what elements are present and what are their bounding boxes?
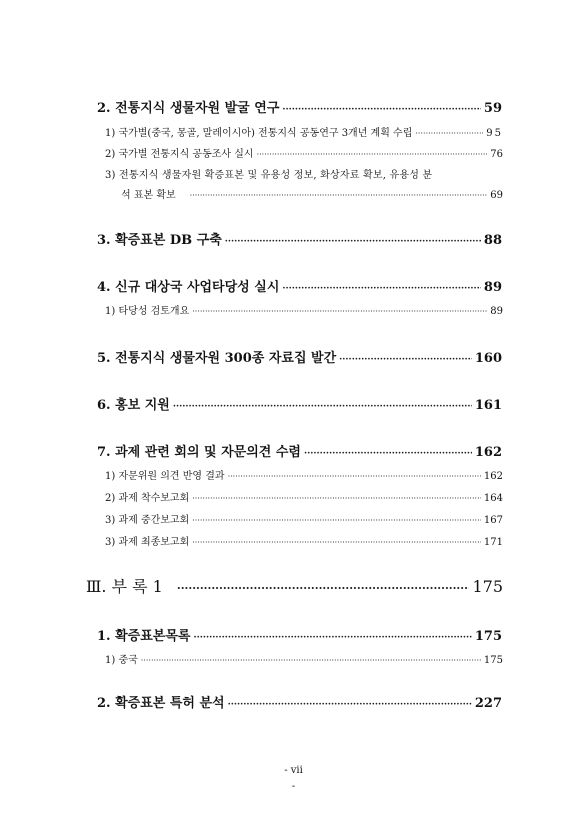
toc-page-number: 95 — [486, 128, 503, 139]
toc-page-number: 162 — [474, 445, 502, 460]
toc-page-number: 171 — [483, 537, 503, 548]
toc-entry-section-2-1[interactable] — [105, 124, 503, 139]
toc-entry-section-4[interactable] — [97, 276, 502, 295]
toc-page-number: 89 — [490, 306, 503, 317]
toc-entry-section-7-3[interactable] — [105, 511, 503, 526]
toc-entry-appendix-2[interactable] — [97, 692, 502, 711]
leader-dots — [177, 582, 470, 595]
toc-entry-label: 1) 국가별(중국, 몽골, 말레이시아) 전통지식 공동연구 3개년 계획 수립 — [105, 128, 413, 139]
leader-dots — [141, 656, 481, 665]
toc-page-number: 161 — [474, 398, 502, 413]
toc-page-number: 160 — [474, 351, 502, 366]
leader-dots — [225, 237, 481, 247]
toc-entry-section-2-3-line1[interactable]: 3) 전통지식 생물자원 확증표본 및 유용성 정보, 화상자료 확보, 유용성 분 — [105, 170, 433, 181]
toc-page-number: 175 — [474, 629, 502, 644]
toc-entry-section-2[interactable] — [97, 97, 502, 116]
toc-entry-label: 5. 전통지식 생물자원 300종 자료집 발간 — [97, 351, 337, 366]
leader-dots — [282, 284, 481, 294]
footer-dash: - — [291, 781, 296, 792]
leader-dots — [192, 538, 481, 547]
toc-entry-appendix-1[interactable] — [97, 625, 502, 644]
toc-entry-label: 3. 확증표본 DB 구축 — [97, 233, 222, 248]
toc-page-number: 69 — [490, 190, 503, 201]
toc-entry-label: 3) 과제 최종보고회 — [105, 537, 190, 548]
toc-entry-section-3[interactable] — [97, 229, 502, 248]
toc-entry-part-3[interactable] — [86, 574, 503, 597]
toc-page-number: 175 — [483, 655, 503, 666]
leader-dots — [192, 307, 487, 316]
toc-entry-section-7[interactable] — [97, 441, 502, 460]
leader-dots — [339, 355, 472, 365]
leader-dots — [415, 129, 483, 138]
leader-dots — [193, 633, 471, 643]
toc-page-number: 162 — [483, 471, 503, 482]
toc-entry-label: 2) 국가별 전통지식 공동조사 실시 — [105, 149, 254, 160]
toc-page-number: 164 — [483, 493, 503, 504]
page-number: - vii — [284, 765, 303, 776]
leader-dots — [173, 402, 472, 412]
leader-dots — [228, 700, 472, 710]
toc-entry-label: 6. 홍보 지원 — [97, 398, 170, 413]
toc-page-number: 59 — [483, 101, 502, 116]
leader-dots — [282, 105, 481, 115]
toc-entry-label: 4. 신규 대상국 사업타당성 실시 — [97, 280, 280, 295]
leader-dots — [304, 449, 472, 459]
toc-page-number: 76 — [490, 149, 503, 160]
toc-page-number: 227 — [474, 696, 502, 711]
leader-dots — [257, 150, 488, 159]
toc-entry-label: 2. 전통지식 생물자원 발굴 연구 — [97, 101, 280, 116]
leader-dots — [192, 494, 481, 503]
leader-dots — [190, 191, 488, 200]
toc-entry-section-7-4[interactable] — [105, 533, 503, 548]
leader-dots — [192, 516, 481, 525]
leader-dots — [228, 472, 481, 481]
toc-entry-label: Ⅲ. 부 록 1 — [86, 577, 163, 596]
toc-entry-label: 1) 자문위원 의견 반영 결과 — [105, 471, 225, 482]
toc-page-number: 89 — [483, 280, 502, 295]
toc-entry-label: 2) 과제 착수보고회 — [105, 493, 190, 504]
toc-entry-section-6[interactable] — [97, 394, 502, 413]
toc-entry-appendix-1-1[interactable] — [105, 651, 503, 666]
toc-entry-label: 2. 확증표본 특허 분석 — [97, 696, 225, 711]
toc-entry-section-5[interactable] — [97, 347, 502, 366]
toc-entry-label: 3) 과제 중간보고회 — [105, 515, 190, 526]
toc-entry-label: 1) 중국 — [105, 655, 138, 666]
toc-page-number: 88 — [483, 233, 502, 248]
toc-entry-section-2-2[interactable] — [105, 145, 503, 160]
toc-entry-section-4-1[interactable] — [105, 302, 503, 317]
toc-entry-section-2-3[interactable] — [121, 186, 503, 201]
toc-entry-label: 1. 확증표본목록 — [97, 629, 191, 644]
toc-entry-section-7-1[interactable] — [105, 467, 503, 482]
toc-page-number: 167 — [483, 515, 503, 526]
toc-page-number: 175 — [472, 577, 503, 596]
toc-entry-label: 석 표본 확보 — [121, 190, 176, 201]
toc-entry-label: 7. 과제 관련 회의 및 자문의견 수렴 — [97, 445, 301, 460]
toc-entry-label: 1) 타당성 검토개요 — [105, 306, 190, 317]
toc-entry-section-7-2[interactable] — [105, 489, 503, 504]
